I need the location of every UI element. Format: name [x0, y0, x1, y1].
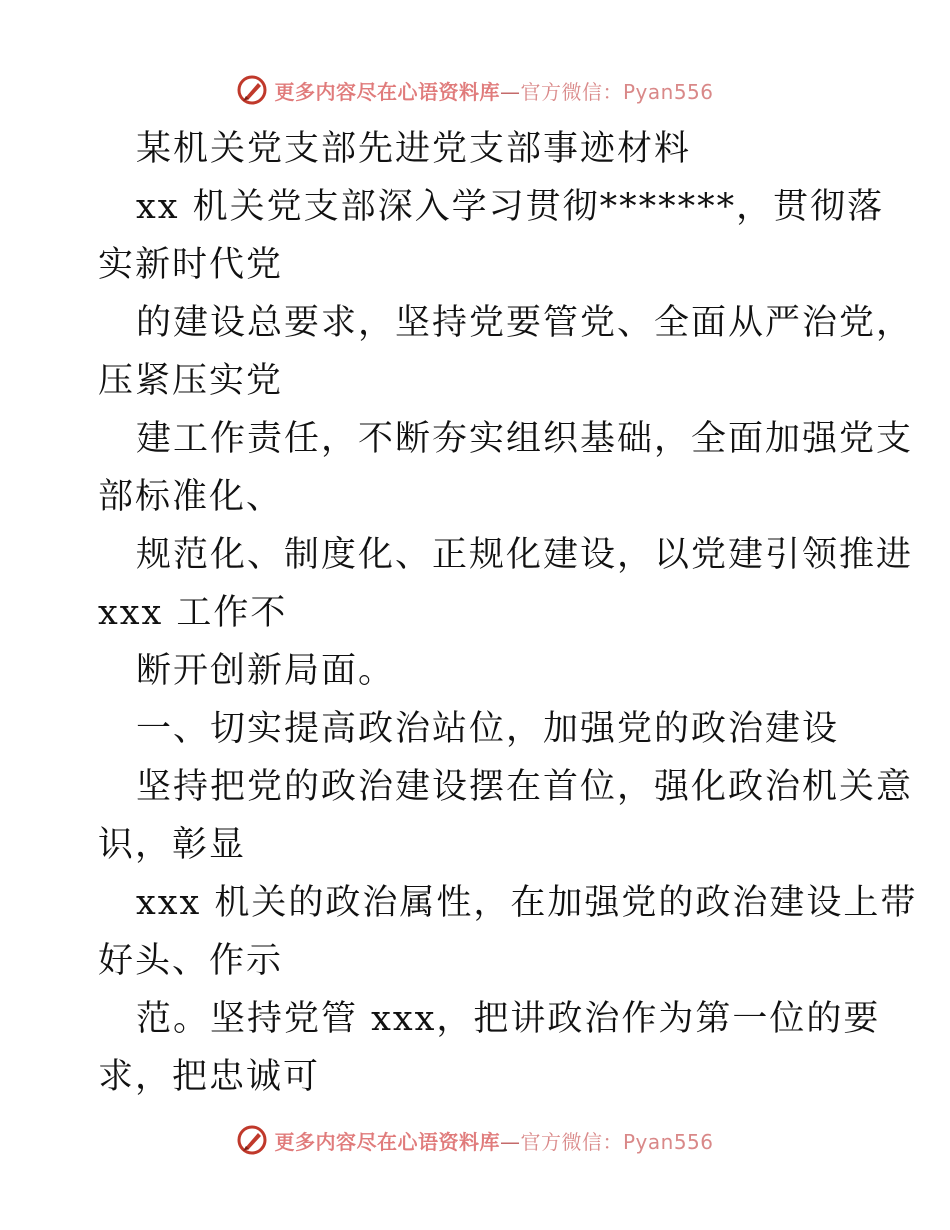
paragraph-line: 实新时代党	[98, 245, 284, 285]
quill-pen-logo-icon	[236, 1124, 268, 1156]
paragraph-line: 规范化、制度化、正规化建设，以党建引领推进	[136, 535, 914, 575]
footer-watermark	[0, 1120, 950, 1160]
paragraph-line: 部标准化、	[98, 477, 284, 517]
watermark-wechat-id: Pyan556	[622, 1129, 714, 1154]
paragraph-line: 建工作责任，不断夯实组织基础，全面加强党支	[136, 419, 914, 459]
paragraph-line: 的建设总要求，坚持党要管党、全面从严治党，	[136, 303, 914, 343]
document-title: 某机关党支部先进党支部事迹材料	[136, 129, 692, 169]
header-watermark	[0, 70, 950, 110]
paragraph-line: 识，彰显	[98, 825, 247, 865]
section-heading: 一、切实提高政治站位，加强党的政治建设	[136, 709, 840, 749]
paragraph-line: 好头、作示	[98, 941, 284, 981]
paragraph-line: 范。坚持党管 xxx，把讲政治作为第一位的要	[136, 999, 881, 1039]
paragraph-line: 断开创新局面。	[136, 651, 396, 691]
watermark-separator: —	[499, 1129, 521, 1154]
paragraph-line: xx 机关党支部深入学习贯彻*******，贯彻落	[136, 187, 885, 227]
watermark-label: 官方微信：	[520, 1129, 623, 1154]
paragraph-line: 坚持把党的政治建设摆在首位，强化政治机关意	[136, 767, 914, 807]
watermark-separator: —	[499, 79, 521, 104]
watermark-wechat-id: Pyan556	[622, 79, 714, 104]
paragraph-line: 压紧压实党	[98, 361, 284, 401]
paragraph-line: xxx 机关的政治属性，在加强党的政治建设上带	[136, 883, 918, 923]
watermark-label: 官方微信：	[520, 79, 623, 104]
paragraph-line: xxx 工作不	[98, 593, 288, 633]
paragraph-line: 求，把忠诚可	[98, 1057, 321, 1097]
watermark-brand: 更多内容尽在心语资料库	[274, 79, 500, 104]
quill-pen-logo-icon	[236, 74, 268, 106]
watermark-brand: 更多内容尽在心语资料库	[274, 1129, 500, 1154]
document-body	[98, 120, 918, 1106]
